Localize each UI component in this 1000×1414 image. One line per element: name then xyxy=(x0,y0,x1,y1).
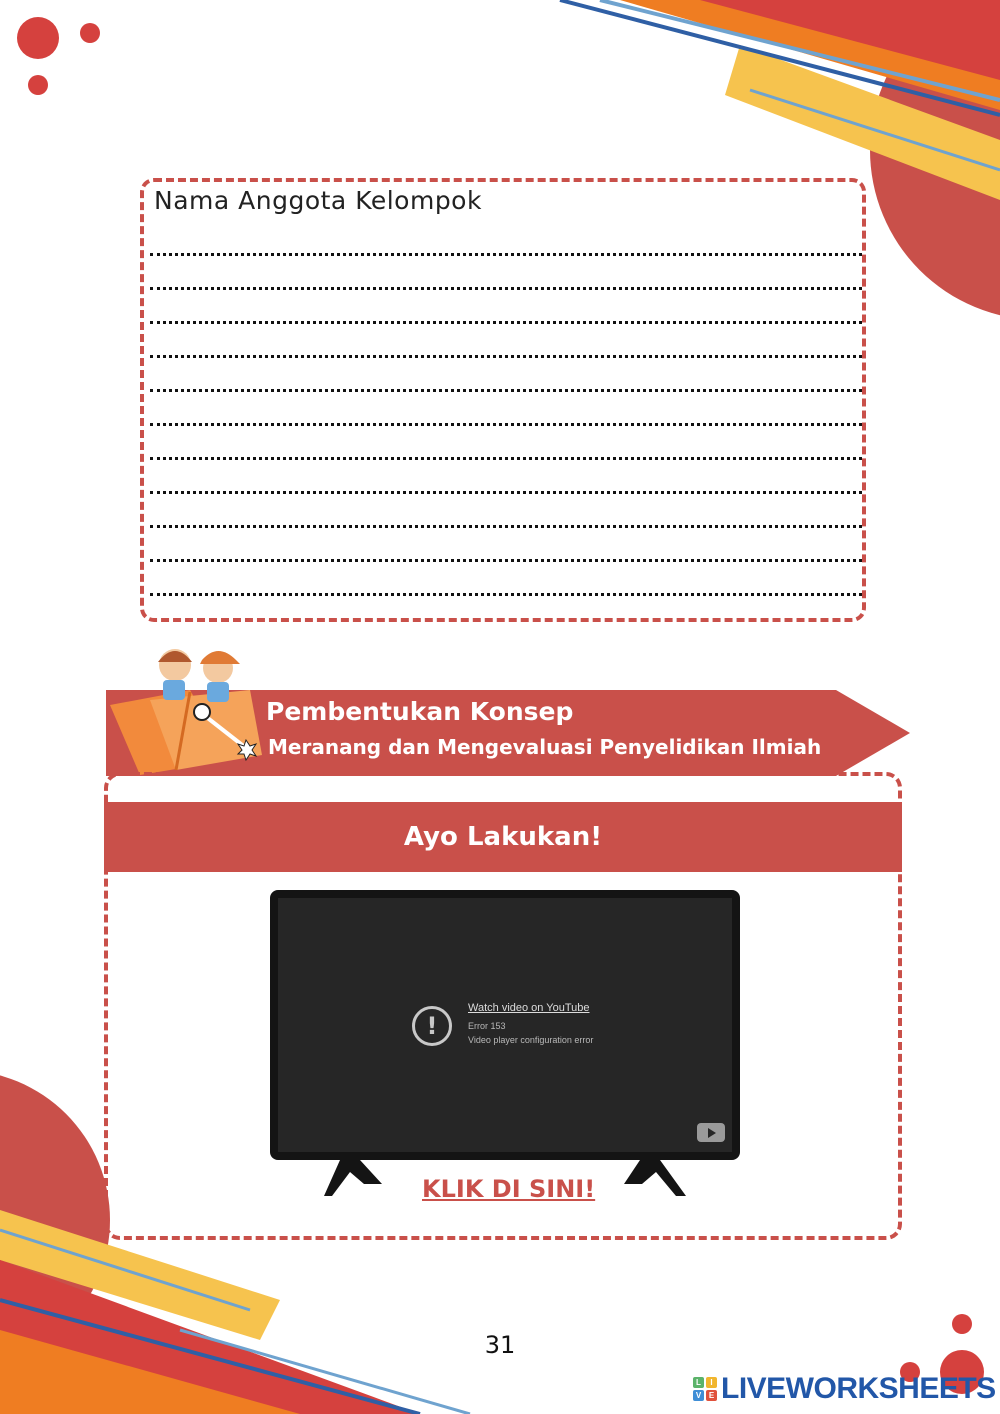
member-name-line[interactable] xyxy=(150,253,862,256)
member-name-line[interactable] xyxy=(150,287,862,290)
member-name-line[interactable] xyxy=(150,389,862,392)
member-name-line[interactable] xyxy=(150,423,862,426)
member-name-line[interactable] xyxy=(150,559,862,562)
logo-letter: L xyxy=(693,1377,704,1388)
decor-circle-small xyxy=(80,23,100,43)
error-code: Error 153 xyxy=(468,1021,506,1031)
watch-on-youtube-link[interactable]: Watch video on YouTube xyxy=(468,1002,590,1014)
decor-circle-small xyxy=(28,75,48,95)
click-here-link[interactable]: KLIK DI SINI! xyxy=(422,1175,596,1203)
member-names-title: Nama Anggota Kelompok xyxy=(154,186,482,215)
member-name-line[interactable] xyxy=(150,593,862,596)
kids-book-illustration xyxy=(110,649,262,775)
liveworksheets-logo[interactable] xyxy=(692,1372,996,1406)
error-message: Video player configuration error xyxy=(468,1035,594,1045)
member-name-line[interactable] xyxy=(150,355,862,358)
logo-grid-icon xyxy=(692,1376,718,1402)
error-icon: ! xyxy=(412,1006,452,1046)
member-names-box xyxy=(140,178,866,622)
member-name-line[interactable] xyxy=(150,457,862,460)
logo-letter: E xyxy=(706,1390,717,1401)
section-title: Pembentukan Konsep xyxy=(266,697,574,726)
logo-text: LIVEWORKSHEETS xyxy=(721,1372,996,1405)
logo-letter: V xyxy=(693,1390,704,1401)
page-number: 31 xyxy=(484,1331,516,1359)
member-name-line[interactable] xyxy=(150,525,862,528)
decor-circle-large xyxy=(17,17,59,59)
activity-header xyxy=(104,802,902,872)
activity-header-label: Ayo Lakukan! xyxy=(403,822,603,852)
section-subtitle: Meranang dan Mengevaluasi Penyelidikan Ilmiah xyxy=(268,735,822,759)
member-name-line[interactable] xyxy=(150,321,862,324)
member-name-line[interactable] xyxy=(150,491,862,494)
logo-letter: I xyxy=(706,1377,717,1388)
youtube-icon[interactable] xyxy=(697,1123,725,1142)
